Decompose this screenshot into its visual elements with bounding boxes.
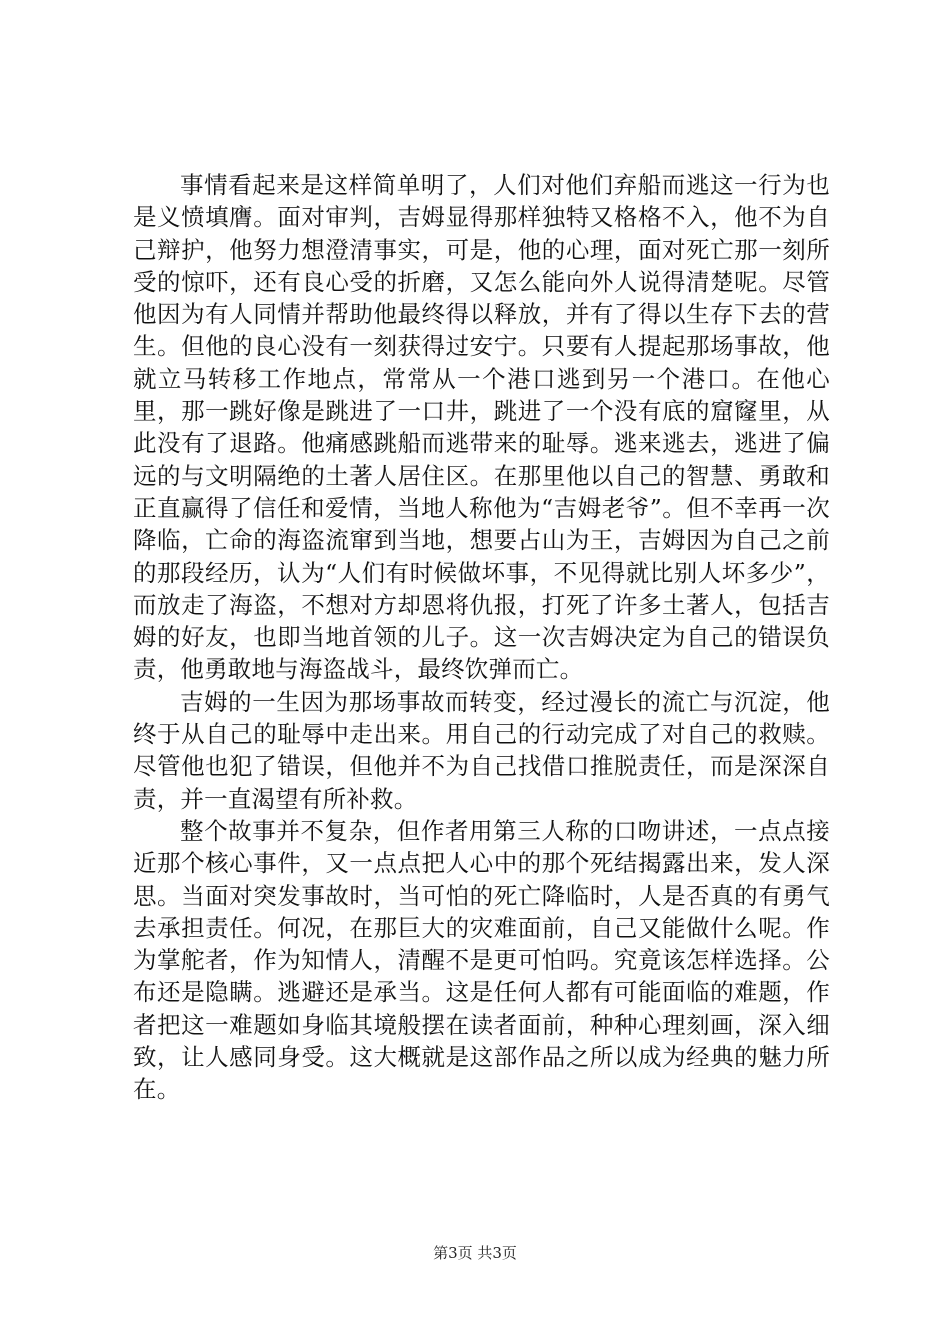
paragraph-3: 整个故事并不复杂，但作者用第三人称的口吻讲述，一点点接近那个核心事件，又一点点把人心中的那个死结揭露出来，发人深思。当面对突发事故时，当可怕的死亡降临时，人是否真的有勇气去承担责任。何况，在那巨大的灾难面前，自己又能做什么呢。作为掌舵者，作为知情人，清醒不是更可怕吗。究竟该怎样选择。公布还是隐瞒。逃避还是承当。这是任何人都有可能面临的难题，作者把这一难题如身临其境般摆在读者面前，种种心理刻画，深入细致，让人感同身受。这大概就是这部作品之所以成为经典的魅力所在。 (133, 816, 830, 1104)
paragraph-1: 事情看起来是这样简单明了，人们对他们弃船而逃这一行为也是义愤填膺。面对审判，吉姆显得那样独特又格格不入，他不为自己辩护，他努力想澄清事实，可是，他的心理，面对死亡那一刻所受的惊吓，还有良心受的折磨，又怎么能向外人说得清楚呢。尽管他因为有人同情并帮助他最终得以释放，并有了得以生存下去的营生。但他的良心没有一刻获得过安宁。只要有人提起那场事故，他就立马转移工作地点，常常从一个港口逃到另一个港口。在他心里，那一跳好像是跳进了一口井，跳进了一个没有底的窟窿里，从此没有了退路。他痛感跳船而逃带来的耻辱。逃来逃去，逃进了偏远的与文明隔绝的土著人居住区。在那里他以自己的智慧、勇敢和正直赢得了信任和爱情，当地人称他为“吉姆老爷”。但不幸再一次降临，亡命的海盗流窜到当地，想要占山为王，吉姆因为自己之前的那段经历，认为“人们有时候做坏事，不见得就比别人坏多少”，而放走了海盗，不想对方却恩将仇报，打死了许多土著人，包括吉姆的好友，也即当地首领的儿子。这一次吉姆决定为自己的错误负责，他勇敢地与海盗战斗，最终饮弹而亡。 (133, 171, 830, 684)
page-footer (0, 1243, 950, 1263)
paragraph-2: 吉姆的一生因为那场事故而转变，经过漫长的流亡与沉淀，他终于从自己的耻辱中走出来。用自己的行动完成了对自己的救赎。尽管他也犯了错误，但他并不为自己找借口推脱责任，而是深深自责，并一直渴望有所补救。 (133, 687, 830, 813)
page-number-label: 第3页 共3页 (433, 1244, 517, 1262)
document-body (133, 169, 830, 1106)
